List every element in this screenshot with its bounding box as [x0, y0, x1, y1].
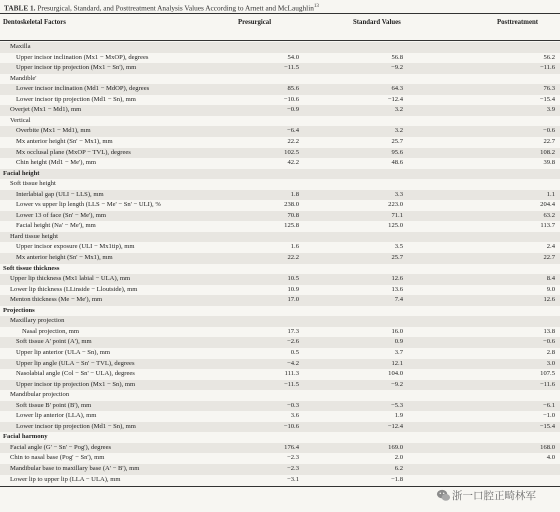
posttreatment-value: −11.6 — [539, 380, 555, 388]
section-heading: Soft tissue thickness — [3, 264, 60, 272]
posttreatment-value: 108.2 — [540, 148, 555, 156]
row-label: Mandibular base to maxillary base (A' − B'), mm — [10, 465, 140, 472]
posttreatment-value: 113.7 — [540, 222, 555, 230]
table-row — [0, 348, 560, 359]
row-label: Mx anterior height (Sn' − Mx1), mm — [16, 254, 113, 261]
row-label: Soft tissue A' point (A'), mm — [16, 338, 92, 346]
wechat-icon — [436, 488, 451, 503]
table-row — [0, 126, 560, 137]
presurgical-value: 10.9 — [287, 285, 299, 293]
standard-value: 56.8 — [391, 53, 403, 61]
standard-value: 48.6 — [391, 159, 403, 167]
standard-value: 3.5 — [394, 243, 403, 251]
row-label: Nasolabial angle (Col − Sn' − ULA), degrees — [16, 370, 135, 378]
row-label: Mandible' — [10, 74, 37, 82]
table-row — [0, 169, 560, 180]
table-row — [0, 369, 560, 380]
presurgical-value: 1.8 — [290, 190, 299, 198]
standard-value: 6.2 — [394, 465, 403, 472]
table-row — [0, 453, 560, 464]
section-heading: Facial harmony — [3, 433, 48, 441]
row-label: Upper incisor tip projection (Mx1 − Sn), mm — [16, 380, 136, 388]
standard-value: 223.0 — [388, 201, 403, 209]
table-row — [0, 179, 560, 190]
presurgical-value: 10.5 — [287, 275, 299, 283]
table-caption — [4, 2, 556, 12]
posttreatment-value: 3.0 — [546, 359, 555, 367]
table-row — [0, 63, 560, 74]
presurgical-value: 70.8 — [287, 211, 299, 219]
table-row — [0, 285, 560, 296]
row-label: Overjet (Mx1 − Md1), mm — [10, 106, 82, 114]
standard-value: 104.0 — [388, 370, 403, 378]
table-row — [0, 84, 560, 95]
posttreatment-value: 2.4 — [546, 243, 555, 251]
top-rule — [0, 13, 560, 14]
posttreatment-value: 63.2 — [543, 211, 555, 219]
row-label: Mx occlusal plane (MxOP − TVL), degrees — [16, 148, 131, 156]
row-label: Lower incisor tip projection (Md1 − Sn), mm — [16, 422, 136, 430]
table-row — [0, 380, 560, 391]
header-presurgical: Presurgical — [238, 19, 272, 26]
header-posttreatment: Posttreatment — [497, 19, 539, 26]
section-heading: Facial height — [3, 169, 40, 177]
watermark-text: 浙一口腔正畸林军 — [452, 490, 536, 502]
presurgical-value: −2.3 — [287, 465, 299, 472]
table-row — [0, 464, 560, 475]
posttreatment-value: 107.5 — [540, 370, 555, 378]
standard-value: 25.7 — [391, 137, 403, 145]
posttreatment-value: −6.1 — [543, 401, 555, 409]
row-label: Upper lip anterior (ULA − Sn), mm — [16, 348, 110, 356]
table-row — [0, 316, 560, 327]
presurgical-value: 22.2 — [287, 254, 299, 261]
standard-value: 169.0 — [388, 443, 403, 451]
row-label: Lower incisor tip projection (Md1 − Sn), mm — [16, 95, 136, 103]
table-row — [0, 190, 560, 201]
presurgical-value: −10.6 — [283, 95, 299, 103]
row-label: Menton thickness (Me − Me'), mm — [10, 296, 103, 304]
table-row — [0, 200, 560, 211]
presurgical-value: 1.6 — [290, 243, 299, 251]
presurgical-value: −2.6 — [287, 338, 299, 346]
presurgical-value: 54.0 — [287, 53, 299, 61]
row-label: Mx anterior height (Sn' − Mx1), mm — [16, 137, 113, 145]
table-row — [0, 95, 560, 106]
posttreatment-value: 2.8 — [546, 348, 555, 356]
table-row — [0, 148, 560, 159]
row-label: Lower vs upper lip length (LLS − Me' − Sn' − ULI), % — [16, 201, 161, 209]
table-row — [0, 274, 560, 285]
table-row — [0, 211, 560, 222]
posttreatment-value: 76.3 — [543, 85, 555, 93]
posttreatment-value: 4.0 — [546, 454, 555, 462]
standard-value: 125.0 — [388, 222, 403, 230]
row-label: Mandibular projection — [10, 391, 70, 399]
presurgical-value: 17.0 — [287, 296, 299, 304]
standard-value: 12.6 — [391, 275, 403, 283]
table-row — [0, 253, 560, 264]
row-label: Overbite (Mx1 − Md1), mm — [16, 127, 91, 135]
table-row — [0, 337, 560, 348]
table-row — [0, 443, 560, 454]
posttreatment-value: 56.2 — [543, 53, 555, 61]
caption-ref: 13 — [313, 4, 319, 9]
section-heading: Projections — [3, 306, 35, 314]
row-label: Lower lip thickness (LLinside − Lloutside), mm — [10, 285, 138, 293]
table-row — [0, 327, 560, 338]
row-label: Chin to nasal base (Pog' − Sn'), mm — [10, 454, 105, 462]
standard-value: −5.3 — [391, 401, 403, 409]
table-row — [0, 242, 560, 253]
presurgical-value: 238.0 — [284, 201, 299, 209]
presurgical-value: 176.4 — [284, 443, 299, 451]
row-label: Lower 13 of face (Sn' − Me'), mm — [16, 211, 106, 219]
row-label: Interlabial gap (ULI − LLS), mm — [16, 190, 104, 198]
caption-label: TABLE 1. — [4, 3, 36, 13]
standard-value: −12.4 — [387, 422, 403, 430]
row-label: Nasal projection, mm — [22, 327, 79, 335]
row-label: Facial angle (G' − Sn' − Pog'), degrees — [10, 443, 112, 451]
presurgical-value: −6.4 — [287, 127, 299, 135]
row-label: Upper lip angle (ULA − Sn' − TVL), degrees — [16, 359, 135, 367]
header-factors: Dentoskeletal Factors — [3, 19, 66, 26]
table-row — [0, 432, 560, 443]
presurgical-value: −0.9 — [287, 106, 299, 114]
header-standard: Standard Values — [353, 19, 401, 26]
standard-value: 95.6 — [391, 148, 403, 156]
row-label: Maxilla — [10, 43, 31, 50]
table-row — [0, 74, 560, 85]
header-rule — [0, 40, 560, 41]
table-row — [0, 53, 560, 64]
standard-value: −9.2 — [391, 64, 403, 72]
posttreatment-value: 13.8 — [543, 327, 555, 335]
table-row — [0, 116, 560, 127]
presurgical-value: 42.2 — [287, 159, 299, 167]
standard-value: 3.2 — [394, 127, 403, 135]
posttreatment-value: 204.4 — [540, 201, 555, 209]
standard-value: 71.1 — [391, 211, 403, 219]
table-row — [0, 359, 560, 370]
table-row — [0, 475, 560, 486]
presurgical-value: 3.6 — [290, 412, 299, 420]
table-row — [0, 105, 560, 116]
row-label: Upper incisor exposure (ULI − Mx1tip), mm — [16, 243, 135, 251]
row-label: Facial height (Na' − Me'), mm — [16, 222, 96, 230]
standard-value: 13.6 — [391, 285, 403, 293]
standard-value: 16.0 — [391, 327, 403, 335]
posttreatment-value: 8.4 — [546, 275, 555, 283]
table-row — [0, 390, 560, 401]
table-row — [0, 306, 560, 317]
standard-value: 3.7 — [394, 348, 403, 356]
row-label: Hard tissue height — [10, 232, 58, 240]
posttreatment-value: 39.8 — [543, 159, 555, 167]
standard-value: −1.8 — [391, 475, 403, 483]
row-label: Soft tissue B' point (B'), mm — [16, 401, 92, 409]
posttreatment-value: −0.6 — [543, 338, 555, 346]
presurgical-value: −11.5 — [283, 64, 299, 72]
row-label: Soft tissue height — [10, 180, 56, 188]
presurgical-value: 0.5 — [290, 348, 299, 356]
standard-value: 0.9 — [394, 338, 403, 346]
standard-value: −12.4 — [387, 95, 403, 103]
caption-text: Presurgical, Standard, and Posttreatment Analysis Values According to Arnett and McLaughlin — [37, 3, 314, 13]
standard-value: −9.2 — [391, 380, 403, 388]
posttreatment-value: −0.6 — [543, 127, 555, 135]
row-label: Upper lip thickness (Mx1 labial − ULA), mm — [10, 275, 131, 283]
posttreatment-value: −1.0 — [543, 412, 555, 420]
table-row — [0, 232, 560, 243]
table-row — [0, 158, 560, 169]
presurgical-value: −2.3 — [287, 454, 299, 462]
posttreatment-value: 3.9 — [546, 106, 555, 114]
presurgical-value: 111.3 — [284, 370, 299, 378]
presurgical-value: 85.6 — [287, 85, 299, 93]
standard-value: 7.4 — [394, 296, 403, 304]
posttreatment-value: 22.7 — [543, 254, 555, 261]
presurgical-value: 125.8 — [284, 222, 299, 230]
posttreatment-value: 22.7 — [543, 137, 555, 145]
row-label: Lower incisor inclination (Md1 − MdOP), degrees — [16, 85, 150, 93]
posttreatment-value: 168.0 — [540, 443, 555, 451]
table-row — [0, 264, 560, 275]
row-label: Upper incisor inclination (Mx1 − MxOP), degrees — [16, 53, 149, 61]
presurgical-value: −10.6 — [283, 422, 299, 430]
posttreatment-value: −15.4 — [539, 422, 555, 430]
row-label: Chin height (Md1 − Me'), mm — [16, 159, 96, 167]
table-row — [0, 221, 560, 232]
posttreatment-value: 1.1 — [546, 190, 555, 198]
row-label: Lower lip anterior (LLA), mm — [16, 412, 97, 420]
posttreatment-value: −11.6 — [539, 64, 555, 72]
standard-value: 25.7 — [391, 254, 403, 261]
standard-value: 64.3 — [391, 85, 403, 93]
presurgical-value: −3.1 — [287, 475, 299, 483]
table-row — [0, 422, 560, 433]
presurgical-value: −0.3 — [287, 401, 299, 409]
posttreatment-value: 12.6 — [543, 296, 555, 304]
presurgical-value: 17.3 — [287, 327, 299, 335]
table-row — [0, 295, 560, 306]
row-label: Upper incisor tip projection (Mx1 − Sn'), mm — [16, 64, 137, 72]
standard-value: 3.2 — [394, 106, 403, 114]
table-row — [0, 401, 560, 412]
row-label: Lower lip to upper lip (LLA − ULA), mm — [10, 475, 121, 483]
presurgical-value: −11.5 — [283, 380, 299, 388]
standard-value: 2.0 — [394, 454, 403, 462]
posttreatment-value: −15.4 — [539, 95, 555, 103]
presurgical-value: 22.2 — [287, 137, 299, 145]
row-label: Maxillary projection — [10, 317, 65, 325]
posttreatment-value: 9.0 — [546, 285, 555, 293]
presurgical-value: 102.5 — [284, 148, 299, 156]
table-row — [0, 137, 560, 148]
row-label: Vertical — [10, 116, 31, 124]
standard-value: 1.9 — [394, 412, 403, 420]
standard-value: 3.3 — [394, 190, 403, 198]
standard-value: 12.1 — [391, 359, 403, 367]
presurgical-value: −4.2 — [287, 359, 299, 367]
table-row — [0, 42, 560, 53]
table-row — [0, 411, 560, 422]
